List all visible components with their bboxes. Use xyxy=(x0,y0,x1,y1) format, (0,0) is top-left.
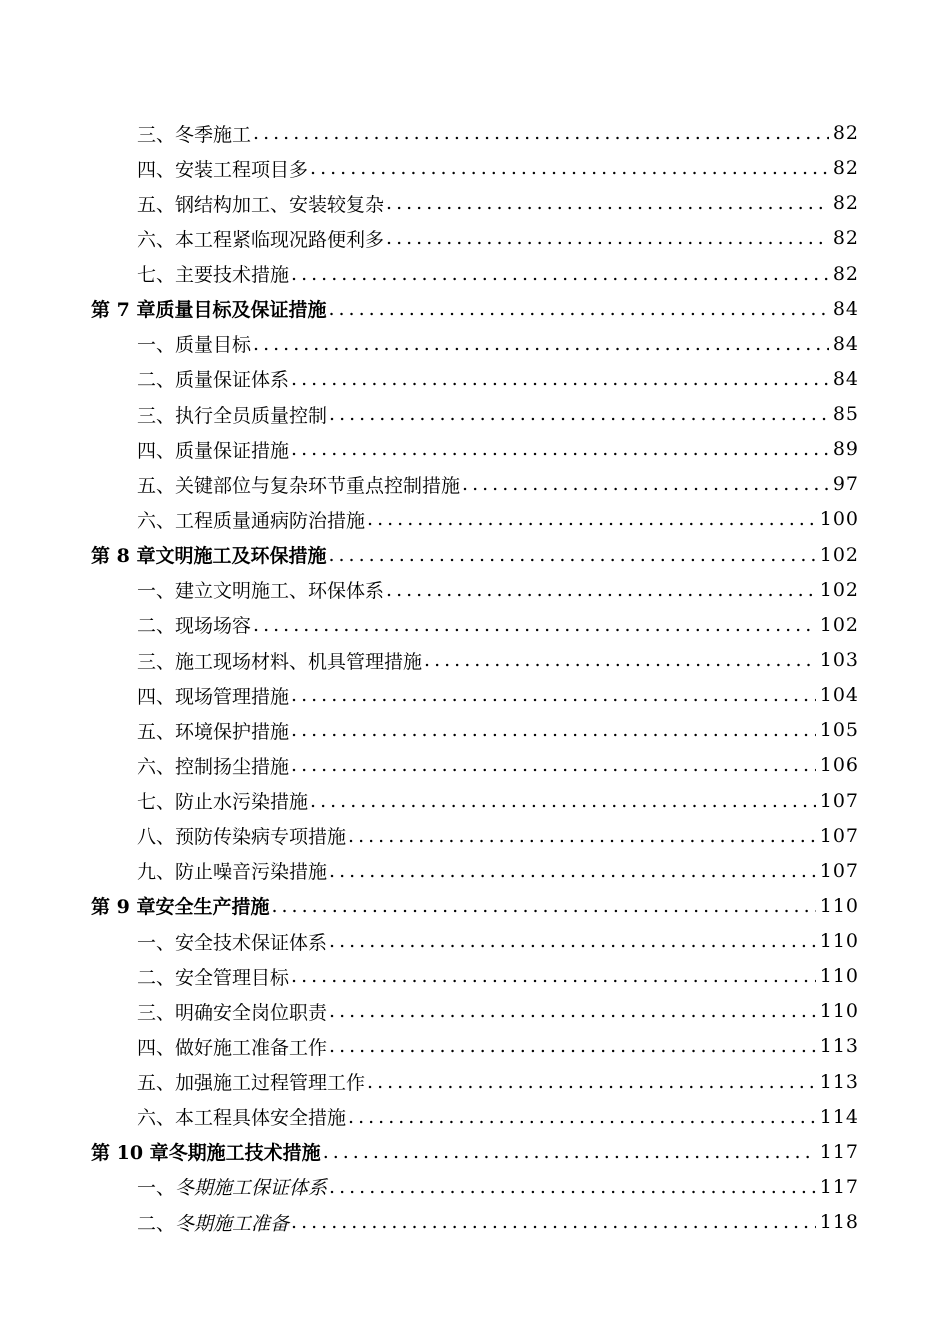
toc-section-entry[interactable] xyxy=(137,329,859,359)
toc-entry-title: 主要技术措施 xyxy=(175,264,290,286)
dot-leader xyxy=(329,403,829,425)
toc-entry-number: 三、 xyxy=(137,1001,176,1024)
toc-entry-number: 第 10 章 xyxy=(91,1142,169,1165)
toc-entry-page-number: 82 xyxy=(832,192,859,215)
toc-entry-number: 第 9 章 xyxy=(91,896,156,919)
dot-leader xyxy=(328,298,828,320)
toc-entry-page-number: 113 xyxy=(819,1070,859,1093)
toc-section-entry[interactable] xyxy=(137,153,859,183)
toc-chapter-entry[interactable] xyxy=(91,891,859,921)
toc-chapter-entry[interactable] xyxy=(91,294,859,324)
toc-entry-page-number: 84 xyxy=(832,367,859,390)
toc-entry-number: 一、 xyxy=(137,334,176,357)
dot-leader xyxy=(310,157,829,179)
toc-entry-number: 三、 xyxy=(137,123,176,146)
toc-entry-page-number: 89 xyxy=(832,438,859,461)
dot-leader xyxy=(291,1211,816,1233)
toc-entry-number: 四、 xyxy=(137,685,176,708)
dot-leader xyxy=(291,754,816,776)
toc-entry-title: 冬期施工准备 xyxy=(175,1212,290,1235)
toc-entry-number: 五、 xyxy=(137,720,176,743)
toc-entry-number: 七、 xyxy=(137,791,176,813)
toc-entry-number: 第 7 章 xyxy=(91,299,156,322)
toc-entry-page-number: 107 xyxy=(819,859,859,882)
toc-entry-number: 第 8 章 xyxy=(91,545,156,568)
toc-section-entry[interactable] xyxy=(137,645,859,675)
toc-entry-title: 工程质量通病防治措施 xyxy=(175,509,366,532)
toc-section-entry[interactable] xyxy=(137,118,859,148)
toc-entry-title: 控制扬尘措施 xyxy=(175,755,290,778)
toc-section-entry[interactable] xyxy=(137,469,859,499)
toc-entry-title: 施工现场材料、机具管理措施 xyxy=(175,650,423,673)
toc-section-entry[interactable] xyxy=(137,750,859,780)
toc-section-entry[interactable] xyxy=(137,610,859,640)
dot-leader xyxy=(271,895,815,917)
toc-section-entry[interactable] xyxy=(137,223,859,253)
toc-entry-page-number: 110 xyxy=(819,894,859,917)
toc-section-entry[interactable] xyxy=(137,364,859,394)
toc-section-entry[interactable] xyxy=(137,259,859,289)
toc-entry-number: 四、 xyxy=(137,1036,176,1059)
dot-leader xyxy=(291,263,829,285)
toc-entry-page-number: 82 xyxy=(832,157,859,180)
toc-section-entry[interactable] xyxy=(137,1172,859,1202)
toc-section-entry[interactable] xyxy=(137,188,859,218)
dot-leader xyxy=(291,965,816,987)
toc-entry-page-number: 117 xyxy=(819,1175,859,1198)
toc-entry-title: 质量目标及保证措施 xyxy=(155,299,327,322)
toc-entry-number: 八、 xyxy=(137,826,176,849)
toc-section-entry[interactable] xyxy=(137,1067,859,1097)
toc-section-entry[interactable] xyxy=(137,926,859,956)
toc-entry-title: 文明施工及环保措施 xyxy=(155,545,327,568)
toc-entry-page-number: 107 xyxy=(819,824,859,847)
dot-leader xyxy=(348,825,816,847)
toc-entry-title: 冬期施工保证体系 xyxy=(175,1177,328,1200)
toc-entry-title: 本工程紧临现况路便利多 xyxy=(175,228,385,251)
toc-section-entry[interactable] xyxy=(137,434,859,464)
toc-entry-title: 预防传染病专项措施 xyxy=(175,826,347,849)
toc-entry-number: 九、 xyxy=(137,861,176,884)
toc-entry-page-number: 113 xyxy=(819,1035,859,1058)
toc-entry-title: 钢结构加工、安装较复杂 xyxy=(175,193,385,216)
toc-section-entry[interactable] xyxy=(137,1102,859,1132)
toc-entry-title: 关键部位与复杂环节重点控制措施 xyxy=(175,474,461,497)
toc-entry-number: 二、 xyxy=(137,615,176,638)
toc-section-entry[interactable] xyxy=(137,1207,859,1237)
toc-entry-page-number: 105 xyxy=(819,719,859,742)
dot-leader xyxy=(329,930,816,952)
toc-entry-page-number: 82 xyxy=(832,122,859,144)
toc-entry-page-number: 104 xyxy=(819,684,859,707)
toc-entry-page-number: 114 xyxy=(819,1105,859,1128)
toc-entry-page-number: 103 xyxy=(819,649,859,671)
toc-entry-number: 五、 xyxy=(137,1072,176,1094)
toc-section-entry[interactable] xyxy=(137,996,859,1026)
dot-leader xyxy=(323,1141,816,1163)
dot-leader xyxy=(329,860,816,882)
toc-entry-number: 一、 xyxy=(137,580,176,603)
toc-entry-title: 加强施工过程管理工作 xyxy=(175,1072,366,1094)
dot-leader xyxy=(367,508,816,530)
dot-leader xyxy=(386,227,829,249)
toc-entry-title: 现场管理措施 xyxy=(175,685,290,708)
toc-entry-number: 五、 xyxy=(137,193,176,216)
dot-leader xyxy=(424,649,816,671)
toc-entry-page-number: 110 xyxy=(819,1000,859,1023)
toc-entry-page-number: 110 xyxy=(819,930,859,952)
toc-entry-title: 安全生产措施 xyxy=(155,896,270,919)
toc-entry-number: 三、 xyxy=(137,650,176,673)
dot-leader xyxy=(291,438,829,460)
toc-section-entry[interactable] xyxy=(137,575,859,605)
toc-entry-title: 冬期施工技术措施 xyxy=(168,1142,321,1165)
dot-leader xyxy=(310,790,816,812)
toc-entry-title: 本工程具体安全措施 xyxy=(175,1107,347,1130)
toc-entry-page-number: 84 xyxy=(832,332,859,355)
dot-leader xyxy=(253,614,816,636)
toc-entry-title: 防止噪音污染措施 xyxy=(175,861,328,884)
toc-section-entry[interactable] xyxy=(137,821,859,851)
toc-entry-title: 执行全员质量控制 xyxy=(175,404,328,427)
toc-chapter-entry[interactable] xyxy=(91,540,859,570)
toc-entry-number: 二、 xyxy=(137,1212,176,1235)
toc-entry-page-number: 110 xyxy=(819,965,859,988)
toc-entry-page-number: 102 xyxy=(819,578,859,601)
dot-leader xyxy=(328,544,815,566)
dot-leader xyxy=(329,1000,816,1022)
toc-entry-page-number: 117 xyxy=(819,1140,859,1163)
toc-entry-number: 二、 xyxy=(137,966,176,989)
toc-chapter-entry[interactable] xyxy=(91,1137,859,1167)
toc-entry-title: 质量目标 xyxy=(175,334,252,357)
toc-entry-number: 七、 xyxy=(137,264,176,286)
toc-entry-page-number: 82 xyxy=(832,227,859,250)
toc-entry-number: 四、 xyxy=(137,158,176,181)
toc-entry-page-number: 84 xyxy=(832,297,859,320)
dot-leader xyxy=(367,1071,816,1093)
toc-section-entry[interactable] xyxy=(137,504,859,534)
toc-entry-title: 做好施工准备工作 xyxy=(175,1036,328,1059)
toc-entry-title: 现场场容 xyxy=(175,615,252,638)
toc-section-entry[interactable] xyxy=(137,1031,859,1061)
toc-section-entry[interactable] xyxy=(137,715,859,745)
toc-entry-title: 冬季施工 xyxy=(175,123,252,146)
toc-entry-title: 质量保证体系 xyxy=(175,369,290,392)
dot-leader xyxy=(462,473,829,495)
toc-entry-number: 六、 xyxy=(137,509,176,532)
toc-entry-number: 一、 xyxy=(137,1177,176,1200)
dot-leader xyxy=(329,1035,816,1057)
toc-entry-number: 二、 xyxy=(137,369,176,392)
toc-entry-page-number: 106 xyxy=(819,754,859,777)
dot-leader xyxy=(329,1176,816,1198)
toc-entry-number: 五、 xyxy=(137,474,176,497)
dot-leader xyxy=(253,333,829,355)
toc-entry-title: 明确安全岗位职责 xyxy=(175,1001,328,1024)
dot-leader xyxy=(386,579,816,601)
toc-entry-title: 防止水污染措施 xyxy=(175,791,309,813)
toc-entry-page-number: 85 xyxy=(832,403,859,425)
dot-leader xyxy=(291,719,816,741)
dot-leader xyxy=(291,684,816,706)
toc-entry-page-number: 118 xyxy=(819,1211,859,1233)
toc-section-entry[interactable] xyxy=(137,856,859,886)
toc-entry-title: 环境保护措施 xyxy=(175,720,290,743)
toc-entry-title: 安全管理目标 xyxy=(175,966,290,989)
toc-entry-number: 一、 xyxy=(137,931,176,954)
toc-entry-page-number: 107 xyxy=(819,789,859,812)
toc-section-entry[interactable] xyxy=(137,399,859,429)
toc-section-entry[interactable] xyxy=(137,680,859,710)
toc-entry-page-number: 82 xyxy=(832,262,859,285)
toc-entry-number: 六、 xyxy=(137,228,176,251)
dot-leader xyxy=(348,1106,816,1128)
toc-section-entry[interactable] xyxy=(137,961,859,991)
toc-entry-number: 四、 xyxy=(137,439,176,462)
toc-entry-title: 安全技术保证体系 xyxy=(175,931,328,954)
toc-entry-page-number: 97 xyxy=(832,473,859,496)
dot-leader xyxy=(253,122,829,144)
toc-entry-number: 六、 xyxy=(137,1107,176,1130)
toc-entry-title: 建立文明施工、环保体系 xyxy=(175,580,385,603)
toc-entry-number: 三、 xyxy=(137,404,176,427)
toc-entry-page-number: 100 xyxy=(819,508,859,531)
toc-entry-page-number: 102 xyxy=(819,613,859,636)
dot-leader xyxy=(291,368,829,390)
toc-section-entry[interactable] xyxy=(137,786,859,816)
toc-entry-title: 质量保证措施 xyxy=(175,439,290,462)
toc-entry-number: 六、 xyxy=(137,755,176,778)
toc-entry-title: 安装工程项目多 xyxy=(175,158,309,181)
toc-entry-page-number: 102 xyxy=(819,543,859,566)
dot-leader xyxy=(386,192,829,214)
